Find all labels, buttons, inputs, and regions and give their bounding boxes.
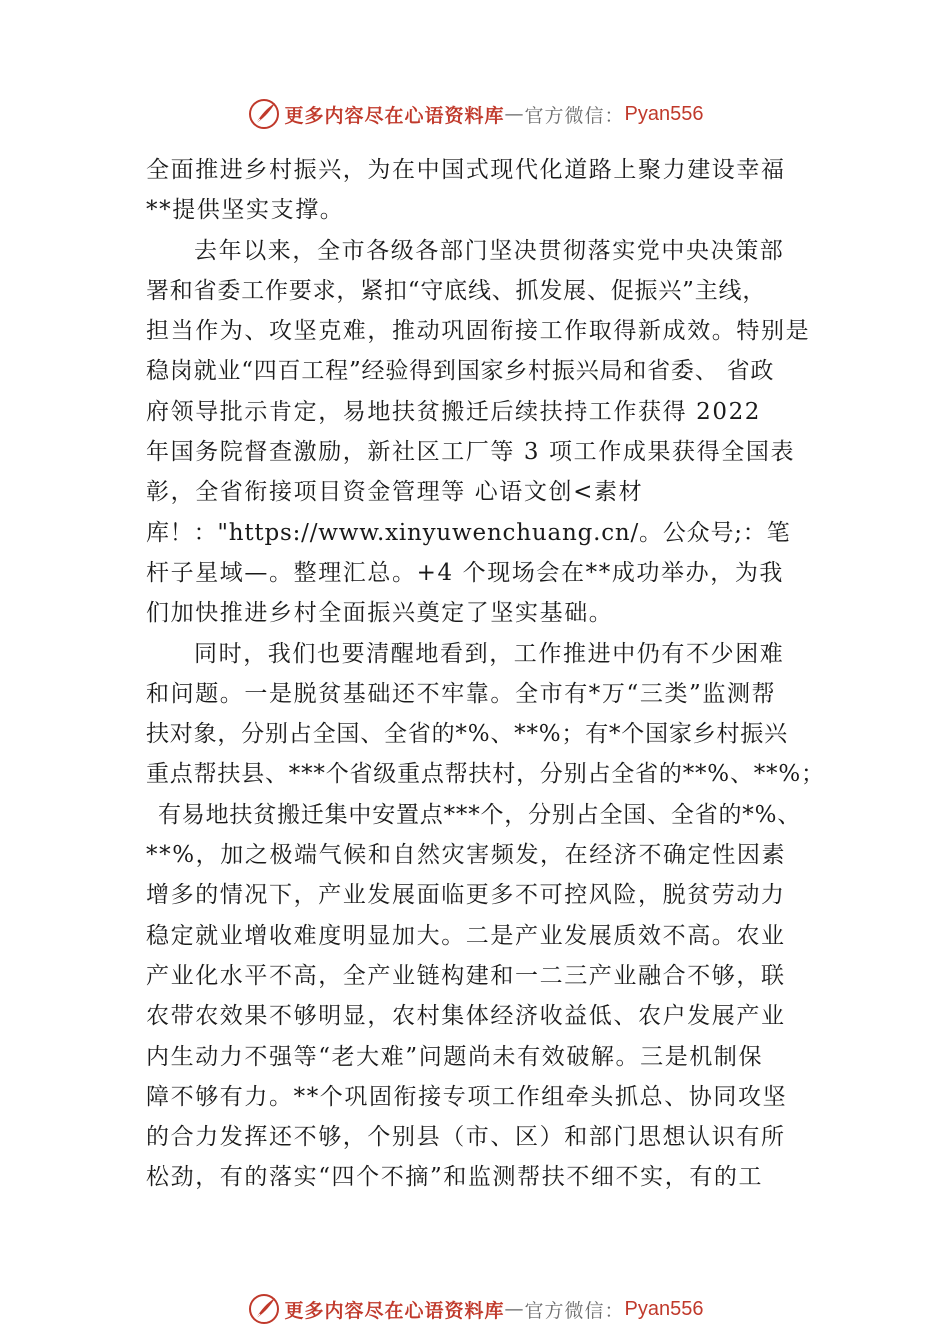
body-line: 彰，全省衔接项目资金管理等 心语文创<素材 xyxy=(146,479,644,506)
banner-label: 官方微信： xyxy=(524,1299,625,1322)
body-line: 内生动力不强等“老大难”问题尚未有效破解。三是机制保 xyxy=(146,1043,764,1070)
body-line: 稳定就业增收难度明显加大。二是产业发展质效不高。农业 xyxy=(146,922,786,949)
body-line: 们加快推进乡村全面振兴奠定了坚实基础。 xyxy=(146,600,614,627)
paragraph-start-line: 同时，我们也要清醒地看到，工作推进中仍有不少困难 xyxy=(194,640,785,667)
body-line: 障不够有力。**个巩固衔接专项工作组牵头抓总、协同攻坚 xyxy=(146,1083,788,1110)
banner-wechat-id: Pyan556 xyxy=(624,102,704,125)
banner-brand: 更多内容尽在心语资料库 xyxy=(284,104,505,127)
body-line: 年国务院督查激励，新社区工厂等 3 项工作成果获得全国表 xyxy=(146,439,796,466)
paragraph-start-line: 去年以来，全市各级各部门坚决贯彻落实党中央决策部 xyxy=(194,237,785,264)
body-line: 的合力发挥还不够，个别县（市、区）和部门思想认识有所 xyxy=(146,1124,786,1151)
quill-logo-icon xyxy=(247,97,281,131)
header-banner xyxy=(0,94,950,134)
body-line: **提供坚实支撑。 xyxy=(146,197,345,224)
body-line: 府领导批示肯定，易地扶贫搬迁后续扶持工作获得 2022 xyxy=(146,398,762,425)
body-line: 担当作为、攻坚克难，推动巩固衔接工作取得新成效。特别是 xyxy=(146,318,811,345)
banner-separator: — xyxy=(504,103,525,125)
body-line: 产业化水平不高，全产业链构建和一二三产业融合不够，联 xyxy=(146,962,786,989)
body-line: 全面推进乡村振兴，为在中国式现代化道路上聚力建设幸福 xyxy=(146,157,786,183)
body-line: 和问题。一是脱贫基础还不牢靠。全市有*万“三类”监测帮 xyxy=(146,680,777,707)
body-line: 库！："https://www.xinyuwenchuang.cn/。公众号;：笔 xyxy=(146,519,791,546)
body-line: 署和省委工作要求，紧扣“守底线、抓发展、促振兴”主线， xyxy=(146,277,767,304)
body-line: 有易地扶贫搬迁集中安置点***个，分别占全国、全省的*%、 xyxy=(158,801,802,828)
banner-label: 官方微信： xyxy=(524,104,625,127)
body-line: 扶对象，分别占全国、全省的*%、**%；有*个国家乡村振兴 xyxy=(146,721,788,748)
body-line: 农带农效果不够明显，农村集体经济收益低、农户发展产业 xyxy=(146,1003,786,1030)
body-line: 松劲，有的落实“四个不摘”和监测帮扶不细不实，有的工 xyxy=(146,1164,764,1191)
footer-banner xyxy=(0,1289,950,1329)
body-line: **%，加之极端气候和自然灾害频发，在经济不确定性因素 xyxy=(146,842,787,869)
body-line: 增多的情况下，产业发展面临更多不可控风险，脱贫劳动力 xyxy=(146,882,786,909)
banner-brand: 更多内容尽在心语资料库 xyxy=(284,1299,505,1322)
body-line: 重点帮扶县、***个省级重点帮扶村，分别占全省的**%、**%； xyxy=(146,761,825,788)
body-line: 稳岗就业“四百工程”经验得到国家乡村振兴局和省委、 省政 xyxy=(146,358,775,385)
body-line: 杆子星域—。整理汇总。+4 个现场会在**成功举办，为我 xyxy=(146,559,785,586)
banner-separator: — xyxy=(504,1298,525,1320)
quill-logo-icon xyxy=(247,1292,281,1326)
banner-wechat-id: Pyan556 xyxy=(624,1297,704,1320)
document-body xyxy=(146,150,826,1198)
